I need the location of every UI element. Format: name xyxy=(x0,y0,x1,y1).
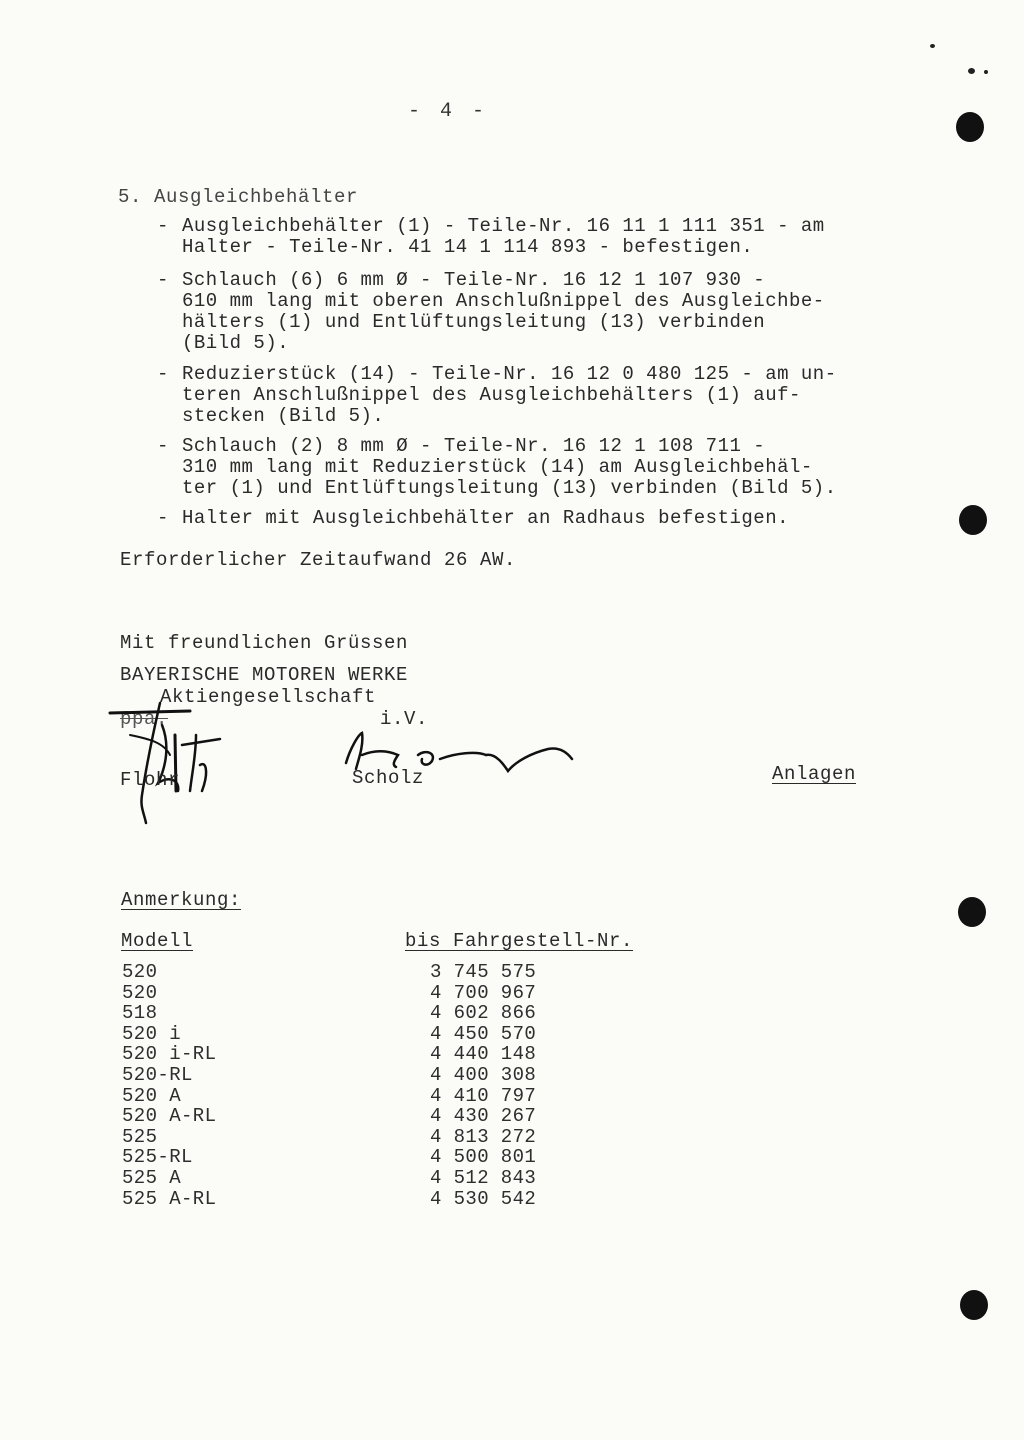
item-line: Reduzierstück (14) - Teile-Nr. 16 12 0 480 125 - am un- xyxy=(182,363,837,385)
time-required: Erforderlicher Zeitaufwand 26 AW. xyxy=(120,549,517,571)
company-form: Aktiengesellschaft xyxy=(160,686,377,708)
scan-speck xyxy=(984,70,988,74)
section-heading: 5. Ausgleichbehälter xyxy=(118,186,359,208)
chassis-cell: 3 745 575 xyxy=(430,961,537,983)
punch-hole-3 xyxy=(958,897,986,927)
chassis-cell: 4 500 801 xyxy=(430,1146,537,1169)
punch-hole-2 xyxy=(959,505,987,535)
item-dash: - xyxy=(157,363,169,385)
company-name: BAYERISCHE MOTOREN WERKE xyxy=(120,664,409,686)
model-cell: 520 xyxy=(122,981,158,1004)
model-cell: 525 A xyxy=(122,1166,182,1189)
item-dash: - xyxy=(157,215,169,237)
model-cell: 525 A-RL xyxy=(122,1187,217,1210)
scan-speck xyxy=(968,68,975,74)
instruction-item xyxy=(157,436,897,499)
chassis-cell: 4 450 570 xyxy=(430,1022,537,1045)
scan-speck xyxy=(930,44,935,48)
punch-hole-1 xyxy=(956,112,984,142)
item-dash: - xyxy=(157,507,169,529)
model-cell: 525-RL xyxy=(122,1146,193,1169)
model-cell: 520 A xyxy=(122,1084,182,1107)
column-header-chassis: bis Fahrgestell-Nr. xyxy=(405,930,634,952)
item-dash: - xyxy=(157,435,169,457)
chassis-cell: 4 813 272 xyxy=(430,1125,537,1148)
attachments-label: Anlagen xyxy=(772,763,857,785)
chassis-cell: 4 602 866 xyxy=(430,1002,537,1025)
punch-hole-4 xyxy=(960,1290,988,1320)
model-cell: 525 xyxy=(122,1125,158,1148)
signature-flohr xyxy=(100,695,230,825)
column-header-model: Modell xyxy=(121,930,194,952)
chassis-cell: 4 440 148 xyxy=(430,1043,537,1066)
item-line: Schlauch (6) 6 mm Ø - Teile-Nr. 16 12 1 107 930 - xyxy=(182,269,766,291)
model-cell: 518 xyxy=(122,1002,158,1025)
model-cell: 520-RL xyxy=(122,1063,193,1086)
chassis-cell: 4 530 542 xyxy=(430,1187,537,1210)
item-line: stecken (Bild 5). xyxy=(182,405,385,427)
signer-right-name: Scholz xyxy=(352,767,425,789)
item-line: ter (1) und Entlüftungsleitung (13) verbinden (Bild 5). xyxy=(182,477,837,499)
item-line: Halter - Teile-Nr. 41 14 1 114 893 - befestigen. xyxy=(182,236,754,258)
instruction-item xyxy=(157,216,897,258)
instruction-item xyxy=(157,364,897,427)
item-line: Halter mit Ausgleichbehälter an Radhaus befestigen. xyxy=(182,507,789,529)
chassis-cell: 4 410 797 xyxy=(430,1084,537,1107)
item-line: (Bild 5). xyxy=(182,332,290,354)
model-cell: 520 A-RL xyxy=(122,1105,217,1128)
instruction-item xyxy=(157,270,897,354)
page-number: - 4 - xyxy=(408,100,489,123)
ppa-label: ppa. xyxy=(120,708,169,730)
chassis-cell: 4 400 308 xyxy=(430,1063,537,1086)
item-line: teren Anschlußnippel des Ausgleichbehälters (1) auf- xyxy=(182,384,801,406)
item-line: Schlauch (2) 8 mm Ø - Teile-Nr. 16 12 1 108 711 - xyxy=(182,435,766,457)
chassis-cell: 4 430 267 xyxy=(430,1105,537,1128)
chassis-cell: 4 700 967 xyxy=(430,981,537,1004)
item-line: 610 mm lang mit oberen Anschlußnippel des Ausgleichbe- xyxy=(182,290,825,312)
item-line: 310 mm lang mit Reduzierstück (14) am Ausgleichbehäl- xyxy=(182,456,813,478)
item-line: Ausgleichbehälter (1) - Teile-Nr. 16 11 1 111 351 - am xyxy=(182,215,825,237)
item-dash: - xyxy=(157,269,169,291)
item-line: hälters (1) und Entlüftungsleitung (13) verbinden xyxy=(182,311,766,333)
model-cell: 520 i xyxy=(122,1022,182,1045)
model-cell: 520 xyxy=(122,961,158,983)
greeting: Mit freundlichen Grüssen xyxy=(120,632,409,654)
iv-label: i.V. xyxy=(380,708,429,730)
signer-left-name: Flohr xyxy=(120,769,181,791)
notes-heading: Anmerkung: xyxy=(121,889,242,911)
instruction-item xyxy=(157,508,897,529)
model-cell: 520 i-RL xyxy=(122,1043,217,1066)
chassis-cell: 4 512 843 xyxy=(430,1166,537,1189)
